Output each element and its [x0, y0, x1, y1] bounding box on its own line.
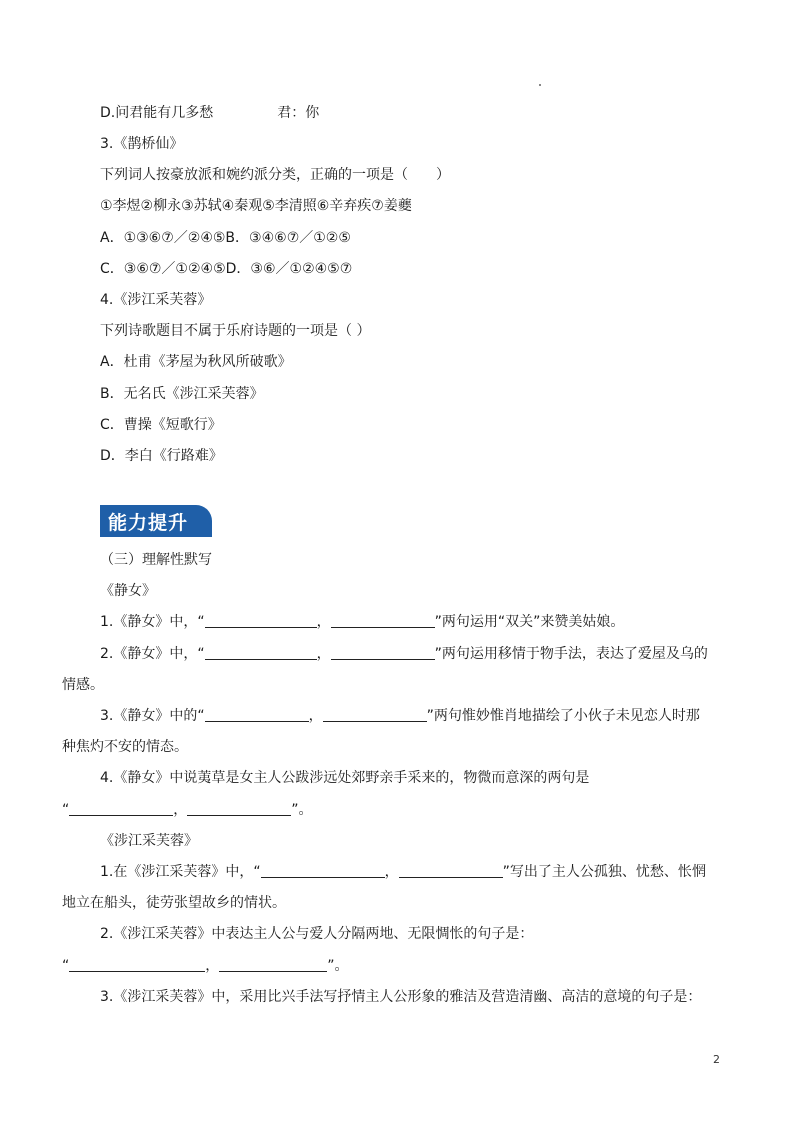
option-d-line	[100, 103, 319, 123]
q3-options-cd: C．③⑥⑦／①②④⑤D．③⑥／①②④⑤⑦	[100, 261, 353, 277]
answer-blank[interactable]	[331, 613, 435, 628]
shejiang-title: 《涉江采芙蓉》	[100, 833, 198, 849]
jingnv-item-3	[100, 706, 700, 726]
option-d-text: D.问君能有几多愁	[100, 105, 214, 121]
answer-blank[interactable]	[331, 645, 435, 660]
item-mid: ，	[205, 958, 220, 974]
section3-heading: （三）理解性默写	[100, 552, 212, 568]
item-mid: ，	[384, 864, 399, 880]
item-prefix: 1.在《涉江采芙蓉》中，“	[100, 864, 261, 880]
item-mid: ，	[316, 614, 331, 630]
answer-blank[interactable]	[69, 801, 173, 816]
jingnv-item-4: 4.《静女》中说荑草是女主人公跋涉远处郊野亲手采来的，物微而意深的两句是	[100, 770, 590, 786]
q4-title: 4.《涉江采芙蓉》	[100, 292, 212, 308]
item-suffix: ”两句惟妙惟肖地描绘了小伙子未见恋人时那	[426, 708, 700, 724]
item-suffix: ”。	[291, 802, 313, 818]
item-suffix: ”两句运用移情于物手法，表达了爱屋及乌的	[434, 646, 708, 662]
answer-blank[interactable]	[399, 863, 503, 878]
item-suffix: ”两句运用“双关”来赞美姑娘。	[434, 614, 625, 630]
section-banner-label: 能力提升	[108, 512, 189, 534]
jingnv-item-2-cont: 情感。	[62, 677, 104, 693]
q3-options-ab: A．①③⑥⑦／②④⑤B．③④⑥⑦／①②⑤	[100, 230, 351, 246]
answer-blank[interactable]	[205, 613, 317, 628]
answer-blank[interactable]	[205, 645, 317, 660]
item-prefix: 2.《静女》中，“	[100, 646, 205, 662]
q3-question: 下列词人按豪放派和婉约派分类，正确的一项是（ ）	[100, 167, 450, 183]
q4-option-c: C．曹操《短歌行》	[100, 417, 222, 433]
item-prefix: 3.《静女》中的“	[100, 708, 205, 724]
jingnv-item-3-cont: 种焦灼不安的情态。	[62, 739, 188, 755]
jingnv-title: 《静女》	[100, 583, 156, 599]
shejiang-item-3: 3.《涉江采芙蓉》中，采用比兴手法写抒情主人公形象的雅洁及营造清幽、高洁的意境的句子是：	[100, 989, 702, 1005]
section-banner	[100, 505, 212, 537]
q4-question: 下列诗歌题目不属于乐府诗题的一项是（ ）	[100, 323, 371, 339]
item-mid: ，	[308, 708, 323, 724]
q4-option-b: B．无名氏《涉江采芙蓉》	[100, 386, 264, 402]
shejiang-item-1	[100, 862, 706, 882]
jingnv-item-2	[100, 644, 708, 664]
item-prefix: 1.《静女》中，“	[100, 614, 205, 630]
q3-poets: ①李煜②柳永③苏轼④秦观⑤李清照⑥辛弃疾⑦姜夔	[100, 198, 412, 214]
q3-title: 3.《鹊桥仙》	[100, 136, 184, 152]
option-d-gloss: 君：你	[277, 105, 320, 121]
item-prefix: “	[62, 958, 70, 974]
corner-dot-mark	[539, 84, 541, 86]
item-mid: ，	[173, 802, 188, 818]
jingnv-item-1	[100, 612, 624, 632]
item-prefix: “	[62, 802, 70, 818]
answer-blank[interactable]	[187, 801, 291, 816]
q4-option-d: D．李白《行路难》	[100, 448, 223, 464]
item-suffix: ”。	[327, 958, 349, 974]
shejiang-item-1-cont: 地立在船头，徒劳张望故乡的情状。	[62, 895, 286, 911]
answer-blank[interactable]	[69, 957, 205, 972]
shejiang-item-2-cont	[62, 956, 349, 976]
page-number: 2	[713, 1053, 720, 1066]
shejiang-item-2: 2.《涉江采芙蓉》中表达主人公与爱人分隔两地、无限惆怅的句子是：	[100, 926, 534, 942]
q4-option-a: A．杜甫《茅屋为秋风所破歌》	[100, 354, 292, 370]
item-suffix: ”写出了主人公孤独、忧愁、怅惘	[502, 864, 706, 880]
jingnv-item-4-cont	[62, 800, 313, 820]
answer-blank[interactable]	[205, 707, 309, 722]
item-mid: ，	[316, 646, 331, 662]
answer-blank[interactable]	[261, 863, 385, 878]
answer-blank[interactable]	[219, 957, 327, 972]
answer-blank[interactable]	[323, 707, 427, 722]
